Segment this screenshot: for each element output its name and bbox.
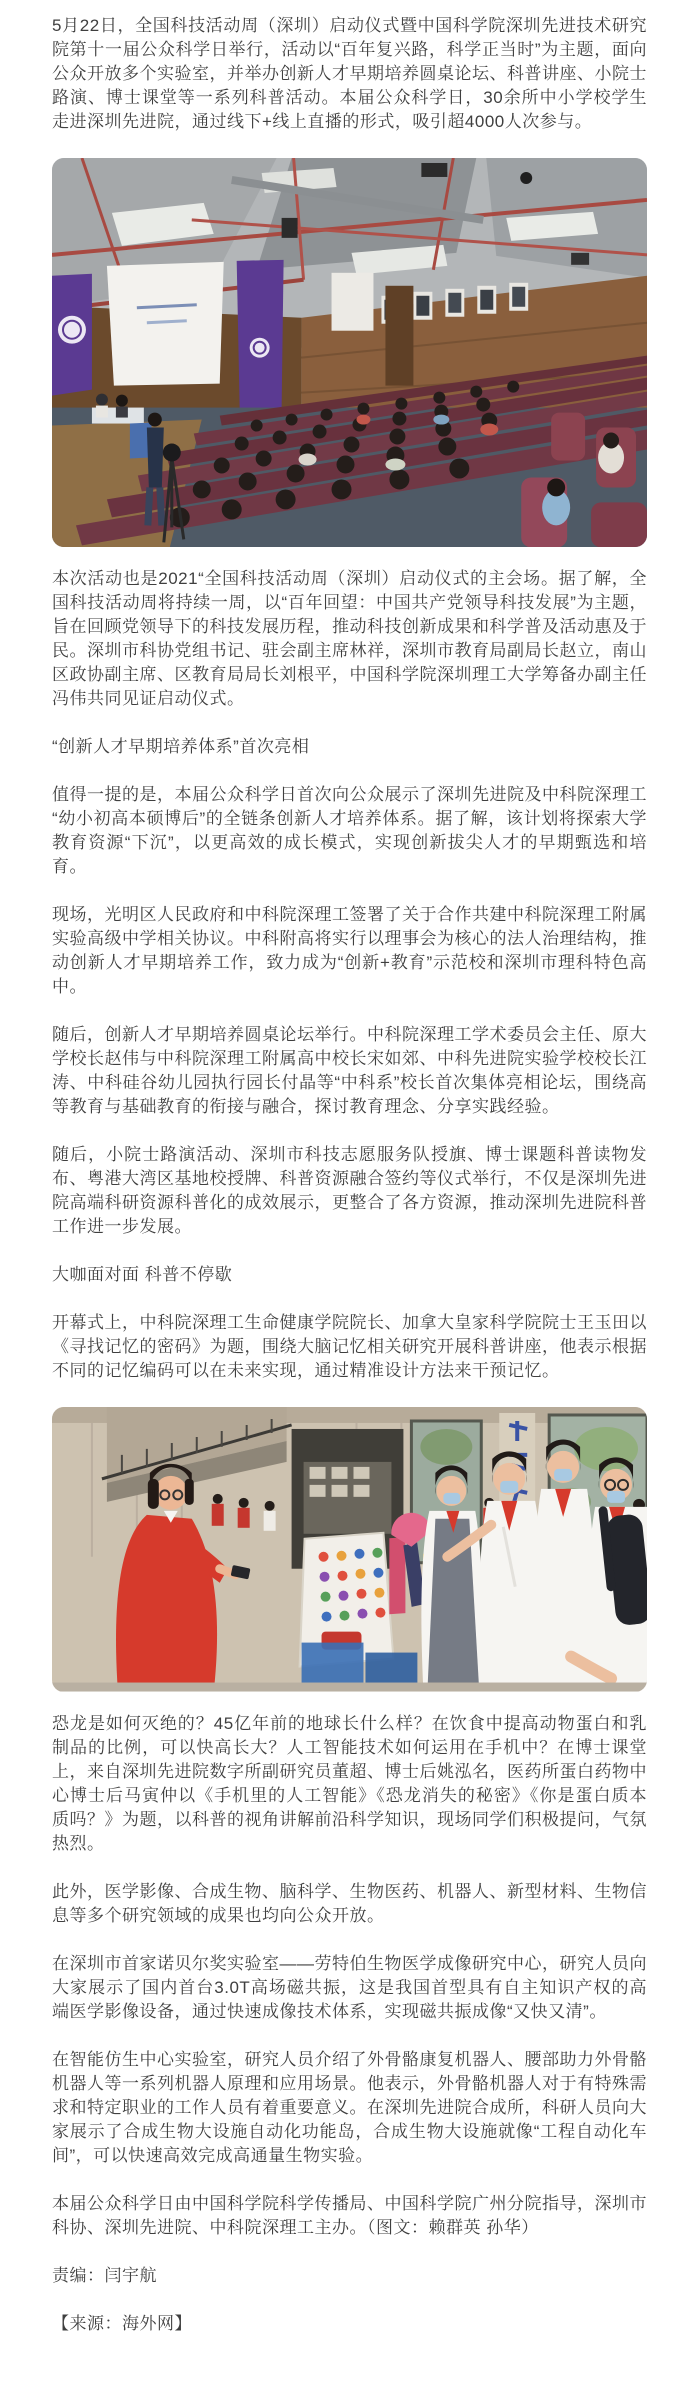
paragraph-ceremonies: 随后，小院士路演活动、深圳市科技志愿服务队授旗、博士课题科普读物发布、粤港大湾区基地校授牌、科普资源融合签约等仪式举行，不仅是深圳先进院高端科研资源科普化的成效展示，更整合了各方资源，推动深圳先进院科普工作进一步发展。 <box>52 1145 647 1237</box>
paragraph-talent-reveal: 值得一提的是，本届公众科学日首次向公众展示了深圳先进院及中科院深理工“幼小初高本硕博后”的全链条创新人才培养体系。据了解，该计划将探索大学教育资源“下沉”，以更高效的成长模式，实现创新拔尖人才的早期甄选和培育。 <box>52 785 647 877</box>
paragraph-phd-class: 恐龙是如何灭绝的？45亿年前的地球长什么样？在饮食中提高动物蛋白和乳制品的比例，可以快高长大？人工智能技术如何运用在手机中？在博士课堂上，来自深圳先进院数字所副研究员董超、博士后姚泓名，医药所蛋白药物中心博士后马寅仲以《手机里的人工智能》《恐龙消失的秘密》《你是蛋白质本质吗？》为题，以科普的视角讲解前沿科学知识，现场同学们积极提问，气氛热烈。 <box>52 1713 647 1853</box>
paragraph-open-fields: 此外，医学影像、合成生物、脑科学、生物医药、机器人、新型材料、生物信息等多个研究领域的成果也均向公众开放。 <box>52 1881 647 1925</box>
paragraph-source: 【来源：海外网】 <box>52 2313 192 2333</box>
paragraph-editor: 责编：闫宇航 <box>52 2265 157 2285</box>
paragraph-intro: 5月22日，全国科技活动周（深圳）启动仪式暨中国科学院深圳先进技术研究院第十一届公众科学日举行，活动以“百年复兴路，科学正当时”为主题，面向公众开放多个实验室，并举办创新人才早期培养圆桌论坛、科普讲座、小院士路演、博士课堂等一系列科普活动。本届公众科学日，30余所中小学校学生走进深圳先进院，通过线下+线上直播的形式，吸引超4000人次参与。 <box>52 16 647 131</box>
subheading-face-to-face: 大咖面对面 科普不停歇 <box>52 1265 233 1285</box>
paragraph-nobel-lab: 在深圳市首家诺贝尔奖实验室——劳特伯生物医学成像研究中心，研究人员向大家展示了国内首台3.0T高场磁共振，这是我国首型具有自主知识产权的高端医学影像设备，通过快速成像技术体系，实现磁共振成像“又快又清”。 <box>52 1953 647 2021</box>
paragraph-main-venue: 本次活动也是2021“全国科技活动周（深圳）启动仪式的主会场。据了解，全国科技活动周将持续一周，以“百年回望：中国共产党领导科技发展”为主题，旨在回顾党领导下的科技发展历程，推动科技创新成果和科学普及活动惠及于民。深圳市科协党组书记、驻会副主席林祥，深圳市教育局副局长赵立，南山区政协副主席、区教育局局长刘根平，中国科学院深圳理工大学筹备办副主任冯伟共同见证启动仪式。 <box>52 569 647 709</box>
paragraph-memory-lecture: 开幕式上，中科院深理工生命健康学院院长、加拿大皇家科学院院士王玉田以《寻找记忆的密码》为题，围绕大脑记忆相关研究开展科普讲座，他表示根据不同的记忆编码可以在未来实现，通过精准设计方法来干预记忆。 <box>52 1313 647 1381</box>
exhibition-photo-illustration <box>52 1407 647 1692</box>
auditorium-photo <box>52 158 647 547</box>
paragraph-bionic-lab: 在智能仿生中心实验室，研究人员介绍了外骨骼康复机器人、腰部助力外骨骼机器人等一系列机器人原理和应用场景。他表示，外骨骼机器人对于有特殊需求和特定职业的工作人员有着重要意义。在深圳先进院合成所，科研人员向大家展示了合成生物大设施自动化功能岛，合成生物大设施就像“工程自动化车间”，可以快速高效完成高通量生物实验。 <box>52 2049 647 2165</box>
exhibition-photo <box>52 1407 647 1692</box>
paragraph-school-agreement: 现场，光明区人民政府和中科院深理工签署了关于合作共建中科院深理工附属实验高级中学相关协议。中科附高将实行以理事会为核心的法人治理结构，推动创新人才早期培养工作，致力成为“创新+教育”示范校和深圳市理科特色高中。 <box>52 905 647 997</box>
subheading-talent-system: “创新人才早期培养体系”首次亮相 <box>52 737 310 757</box>
paragraph-roundtable: 随后，创新人才早期培养圆桌论坛举行。中科院深理工学术委员会主任、原大学校长赵伟与中科院深理工附属高中校长宋如郊、中科先进院实验学校校长江涛、中科硅谷幼儿园执行园长付晶等“中科系”校长首次集体亮相论坛，围绕高等教育与基础教育的衔接与融合，探讨教育理念、分享实践经验。 <box>52 1025 647 1117</box>
paragraph-organizers: 本届公众科学日由中国科学院科学传播局、中国科学院广州分院指导，深圳市科协、深圳先进院、中科院深理工主办。（图文：赖群英 孙华） <box>52 2193 647 2237</box>
auditorium-photo-illustration <box>52 158 647 547</box>
